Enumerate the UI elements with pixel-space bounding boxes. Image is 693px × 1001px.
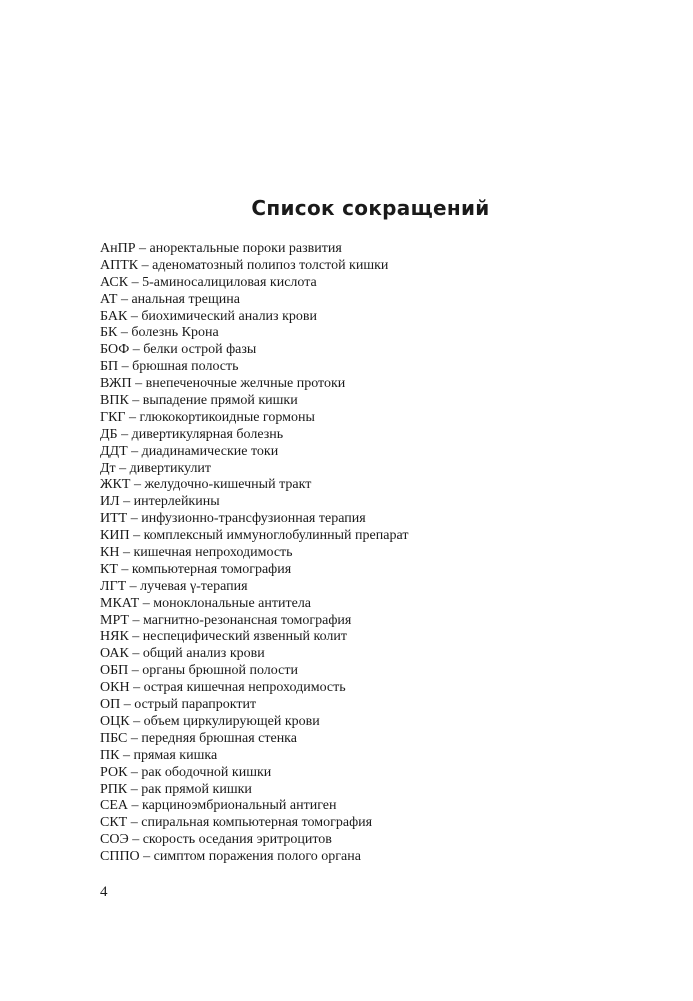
abbreviation: МРТ [100, 612, 129, 628]
dash-separator: – [129, 342, 144, 358]
abbreviation: ОАК [100, 646, 129, 662]
list-item [100, 325, 408, 342]
abbreviation: ОЦК [100, 713, 130, 729]
list-item [100, 697, 408, 714]
abbreviation-meaning: выпадение прямой кишки [142, 393, 298, 409]
dash-separator: – [128, 629, 143, 645]
list-item [100, 646, 408, 663]
abbreviation: КТ [100, 561, 118, 577]
list-item [100, 427, 408, 444]
dash-separator: – [115, 460, 130, 476]
abbreviation-meaning: биохимический анализ крови [141, 308, 317, 324]
abbreviation-meaning: интерлейкины [133, 494, 220, 510]
abbreviation: ВЖП [100, 376, 132, 392]
dash-separator: – [138, 257, 153, 273]
list-item [100, 714, 408, 731]
list-item [100, 444, 408, 461]
dash-separator: – [127, 815, 142, 831]
dash-separator: – [117, 426, 132, 442]
dash-separator: – [128, 798, 142, 814]
abbreviation: БК [100, 325, 118, 341]
list-item [100, 359, 408, 376]
abbreviation-meaning: неспецифический язвенный колит [142, 629, 348, 645]
abbreviation-meaning: острая кишечная непроходимость [143, 680, 346, 696]
dash-separator: – [118, 359, 133, 375]
dash-separator: – [139, 849, 154, 865]
abbreviation-meaning: объем циркулирующей крови [143, 713, 320, 729]
abbreviation-meaning: кишечная непроходимость [133, 545, 293, 561]
abbreviation-meaning: комплексный иммуноглобулинный препарат [143, 528, 409, 544]
abbreviation-meaning: компьютерная томография [131, 561, 292, 577]
abbreviation: АТ [100, 291, 118, 307]
abbreviation-meaning: магнитно-резонансная томография [142, 612, 352, 628]
list-item [100, 545, 408, 562]
list-item [100, 579, 408, 596]
abbreviation: РПК [100, 781, 128, 797]
list-item [100, 613, 408, 630]
abbreviation-list [100, 241, 408, 866]
dash-separator: – [117, 561, 132, 577]
abbreviation-meaning: симптом поражения полого органа [153, 849, 361, 865]
page-number: 4 [100, 884, 108, 900]
abbreviation-meaning: рак ободочной кишки [141, 764, 272, 780]
abbreviation: АПТК [100, 257, 139, 273]
list-item [100, 511, 408, 528]
abbreviation-meaning: моноклональные антитела [153, 595, 312, 611]
list-item [100, 765, 408, 782]
abbreviation-meaning: анальная трещина [131, 291, 240, 307]
list-item [100, 292, 408, 309]
abbreviation-meaning: желудочно-кишечный тракт [144, 477, 312, 493]
dash-separator: – [128, 832, 143, 848]
list-item [100, 815, 408, 832]
abbreviation: БП [100, 359, 119, 375]
list-item [100, 832, 408, 849]
list-item [100, 562, 408, 579]
list-item [100, 849, 408, 866]
list-item [100, 663, 408, 680]
abbreviation-meaning: прямая кишка [133, 747, 218, 763]
dash-separator: – [129, 713, 144, 729]
abbreviation: ОКН [100, 680, 130, 696]
list-item [100, 241, 408, 258]
abbreviation: МКАТ [100, 595, 140, 611]
abbreviation-meaning: болезнь Крона [131, 325, 219, 341]
list-item [100, 494, 408, 511]
abbreviation-meaning: передняя брюшная стенка [141, 730, 297, 746]
dash-separator: – [139, 595, 154, 611]
dash-separator: – [127, 781, 142, 797]
abbreviation: ВПК [100, 393, 129, 409]
abbreviation: НЯК [100, 629, 129, 645]
dash-separator: – [131, 376, 146, 392]
dash-separator: – [127, 443, 142, 459]
abbreviation-meaning: аденоматозный полипоз толстой кишки [152, 257, 389, 273]
abbreviation-meaning: диадинамические токи [141, 443, 279, 459]
abbreviation-meaning: инфузионно-трансфузионная терапия [141, 511, 366, 527]
list-item [100, 258, 408, 275]
abbreviation-meaning: скорость оседания эритроцитов [142, 832, 332, 848]
dash-separator: – [127, 511, 142, 527]
abbreviation-meaning: общий анализ крови [142, 646, 265, 662]
abbreviation-meaning: дивертикулярная болезнь [131, 426, 284, 442]
abbreviation: СППО [100, 849, 140, 865]
abbreviation: СКТ [100, 815, 128, 831]
abbreviation-meaning: аноректальные пороки развития [149, 241, 342, 256]
abbreviation: Дт [100, 460, 116, 476]
dash-separator: – [127, 730, 142, 746]
list-item [100, 477, 408, 494]
abbreviation: ДДТ [100, 443, 128, 459]
list-item [100, 731, 408, 748]
dash-separator: – [135, 241, 150, 256]
abbreviation: ЛГТ [100, 578, 127, 594]
abbreviation: ОП [100, 697, 121, 713]
dash-separator: – [117, 291, 132, 307]
abbreviation-meaning: дивертикулит [129, 460, 212, 476]
abbreviation-meaning: карциноэмбриональный антиген [142, 798, 337, 814]
dash-separator: – [129, 680, 144, 696]
abbreviation: КН [100, 545, 120, 561]
abbreviation-meaning: лучевая γ-терапия [140, 578, 248, 594]
abbreviation-meaning: брюшная полость [132, 359, 239, 375]
abbreviation: ОБП [100, 663, 129, 679]
abbreviation: ПБС [100, 730, 128, 746]
dash-separator: – [120, 697, 135, 713]
abbreviation: СОЭ [100, 832, 129, 848]
abbreviation-meaning: органы брюшной полости [142, 663, 298, 679]
dash-separator: – [117, 325, 132, 341]
abbreviation-meaning: белки острой фазы [143, 342, 257, 358]
abbreviation-meaning: глюкокортикоидные гормоны [139, 409, 315, 425]
abbreviation: АнПР [100, 241, 136, 256]
list-item [100, 782, 408, 799]
list-item [100, 393, 408, 410]
abbreviation: БАК [100, 308, 128, 324]
abbreviation-meaning: рак прямой кишки [141, 781, 252, 797]
abbreviation: ИТТ [100, 511, 128, 527]
dash-separator: – [119, 545, 134, 561]
abbreviation: ЖКТ [100, 477, 131, 493]
dash-separator: – [127, 764, 142, 780]
list-item [100, 342, 408, 359]
abbreviation: РОК [100, 764, 128, 780]
list-item [100, 748, 408, 765]
dash-separator: – [128, 663, 143, 679]
dash-separator: – [128, 274, 143, 290]
abbreviation-meaning: острый парапроктит [134, 697, 257, 713]
abbreviation-meaning: спиральная компьютерная томография [141, 815, 373, 831]
dash-separator: – [119, 494, 134, 510]
list-item [100, 309, 408, 326]
abbreviation-meaning: 5-аминосалициловая кислота [142, 274, 317, 290]
abbreviation: ПК [100, 747, 120, 763]
abbreviation: ИЛ [100, 494, 120, 510]
dash-separator: – [125, 409, 140, 425]
list-item [100, 528, 408, 545]
dash-separator: – [127, 308, 142, 324]
dash-separator: – [128, 393, 143, 409]
page-title: Список сокращений [251, 196, 490, 220]
list-item [100, 596, 408, 613]
dash-separator: – [130, 477, 145, 493]
dash-separator: – [126, 578, 141, 594]
list-item [100, 275, 408, 292]
abbreviation: БОФ [100, 342, 130, 358]
list-item [100, 680, 408, 697]
abbreviation: ДБ [100, 426, 118, 442]
dash-separator: – [129, 528, 144, 544]
dash-separator: – [128, 646, 143, 662]
list-item [100, 798, 408, 815]
list-item [100, 376, 408, 393]
abbreviation: АСК [100, 274, 129, 290]
abbreviation: ГКГ [100, 409, 126, 425]
list-item [100, 410, 408, 427]
abbreviation: КИП [100, 528, 130, 544]
abbreviation-meaning: внепеченочные желчные протоки [145, 376, 346, 392]
dash-separator: – [119, 747, 134, 763]
dash-separator: – [128, 612, 143, 628]
list-item [100, 461, 408, 478]
list-item [100, 629, 408, 646]
abbreviation: СЕА [100, 798, 128, 814]
